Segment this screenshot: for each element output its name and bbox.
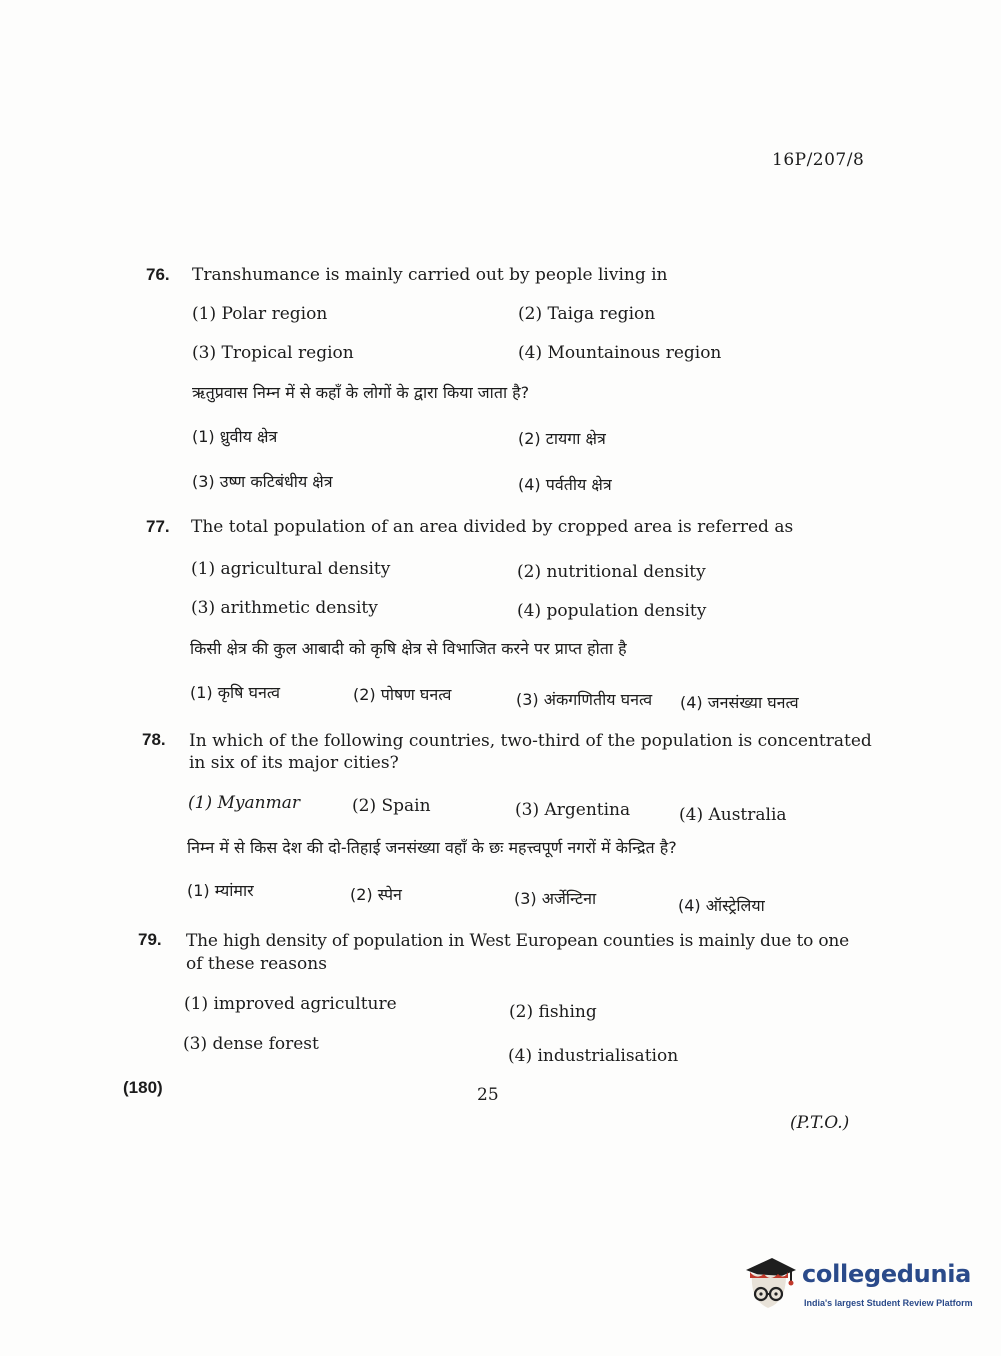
option-3-hi: (3) अर्जेन्टिना: [514, 889, 597, 908]
option-3-en: (3) dense forest: [183, 1034, 319, 1054]
option-1-hi: (1) कृषि घनत्व: [190, 683, 280, 702]
page-number: 25: [477, 1085, 499, 1105]
option-4-hi: (4) पर्वतीय क्षेत्र: [518, 475, 612, 494]
option-1-en: (1) agricultural density: [191, 559, 391, 579]
option-2-hi: (2) पोषण घनत्व: [353, 685, 452, 704]
option-1-en: (1) Polar region: [192, 304, 328, 324]
question-number: 79.: [138, 930, 162, 949]
option-2-hi: (2) टायगा क्षेत्र: [518, 429, 606, 448]
option-2-en: (2) nutritional density: [517, 562, 706, 582]
question-text-en-line-2: of these reasons: [186, 954, 327, 974]
question-text-en-line-2: in six of its major cities?: [189, 753, 399, 773]
option-3-en: (3) Argentina: [515, 800, 631, 820]
question-number: 76.: [146, 265, 170, 284]
collegedunia-tagline: India's largest Student Review Platform: [804, 1298, 973, 1308]
pto-note: (P.T.O.): [790, 1113, 850, 1133]
option-4-en: (4) population density: [517, 601, 707, 621]
question-number: 78.: [142, 730, 166, 749]
option-2-en: (2) Taiga region: [518, 304, 656, 324]
option-4-en: (4) Australia: [679, 805, 787, 825]
collegedunia-watermark: [742, 1250, 972, 1320]
option-4-hi: (4) जनसंख्या घनत्व: [680, 693, 799, 712]
option-1-hi: (1) म्यांमार: [187, 881, 254, 900]
question-text-en-line-1: In which of the following countries, two-third of the population is concentrated: [189, 731, 872, 751]
option-1-en: (1) improved agriculture: [184, 994, 397, 1014]
question-text-hi: किसी क्षेत्र की कुल आबादी को कृषि क्षेत्र से विभाजित करने पर प्राप्त होता है: [190, 639, 627, 658]
question-text-hi: निम्न में से किस देश की दो-तिहाई जनसंख्या वहाँ के छः महत्त्वपूर्ण नगरों में केन्द्रित है?: [187, 838, 677, 857]
question-text-hi: ऋतुप्रवास निम्न में से कहाँ के लोगों के द्वारा किया जाता है?: [192, 383, 530, 402]
option-4-hi: (4) ऑस्ट्रेलिया: [678, 896, 765, 915]
option-3-en: (3) Tropical region: [192, 343, 354, 363]
collegedunia-mascot-icon: [742, 1254, 798, 1314]
option-2-hi: (2) स्पेन: [350, 885, 402, 904]
question-text-en: The total population of an area divided by cropped area is referred as: [191, 517, 794, 537]
option-2-en: (2) fishing: [509, 1002, 597, 1022]
option-1-en: (1) Myanmar: [188, 793, 300, 813]
option-4-en: (4) Mountainous region: [518, 343, 722, 363]
option-2-en: (2) Spain: [352, 796, 431, 816]
option-3-hi: (3) उष्ण कटिबंधीय क्षेत्र: [192, 472, 333, 491]
paper-code: 16P/207/8: [772, 150, 865, 170]
question-text-en: Transhumance is mainly carried out by people living in: [192, 265, 668, 285]
option-3-hi: (3) अंकगणितीय घनत्व: [516, 690, 653, 709]
question-number: 77.: [146, 517, 170, 536]
set-code: (180): [123, 1078, 163, 1097]
option-3-en: (3) arithmetic density: [191, 598, 378, 618]
option-4-en: (4) industrialisation: [508, 1046, 679, 1066]
collegedunia-wordmark: collegedunia: [802, 1260, 972, 1288]
question-text-en-line-1: The high density of population in West European counties is mainly due to one: [186, 931, 849, 951]
option-1-hi: (1) ध्रुवीय क्षेत्र: [192, 427, 278, 446]
